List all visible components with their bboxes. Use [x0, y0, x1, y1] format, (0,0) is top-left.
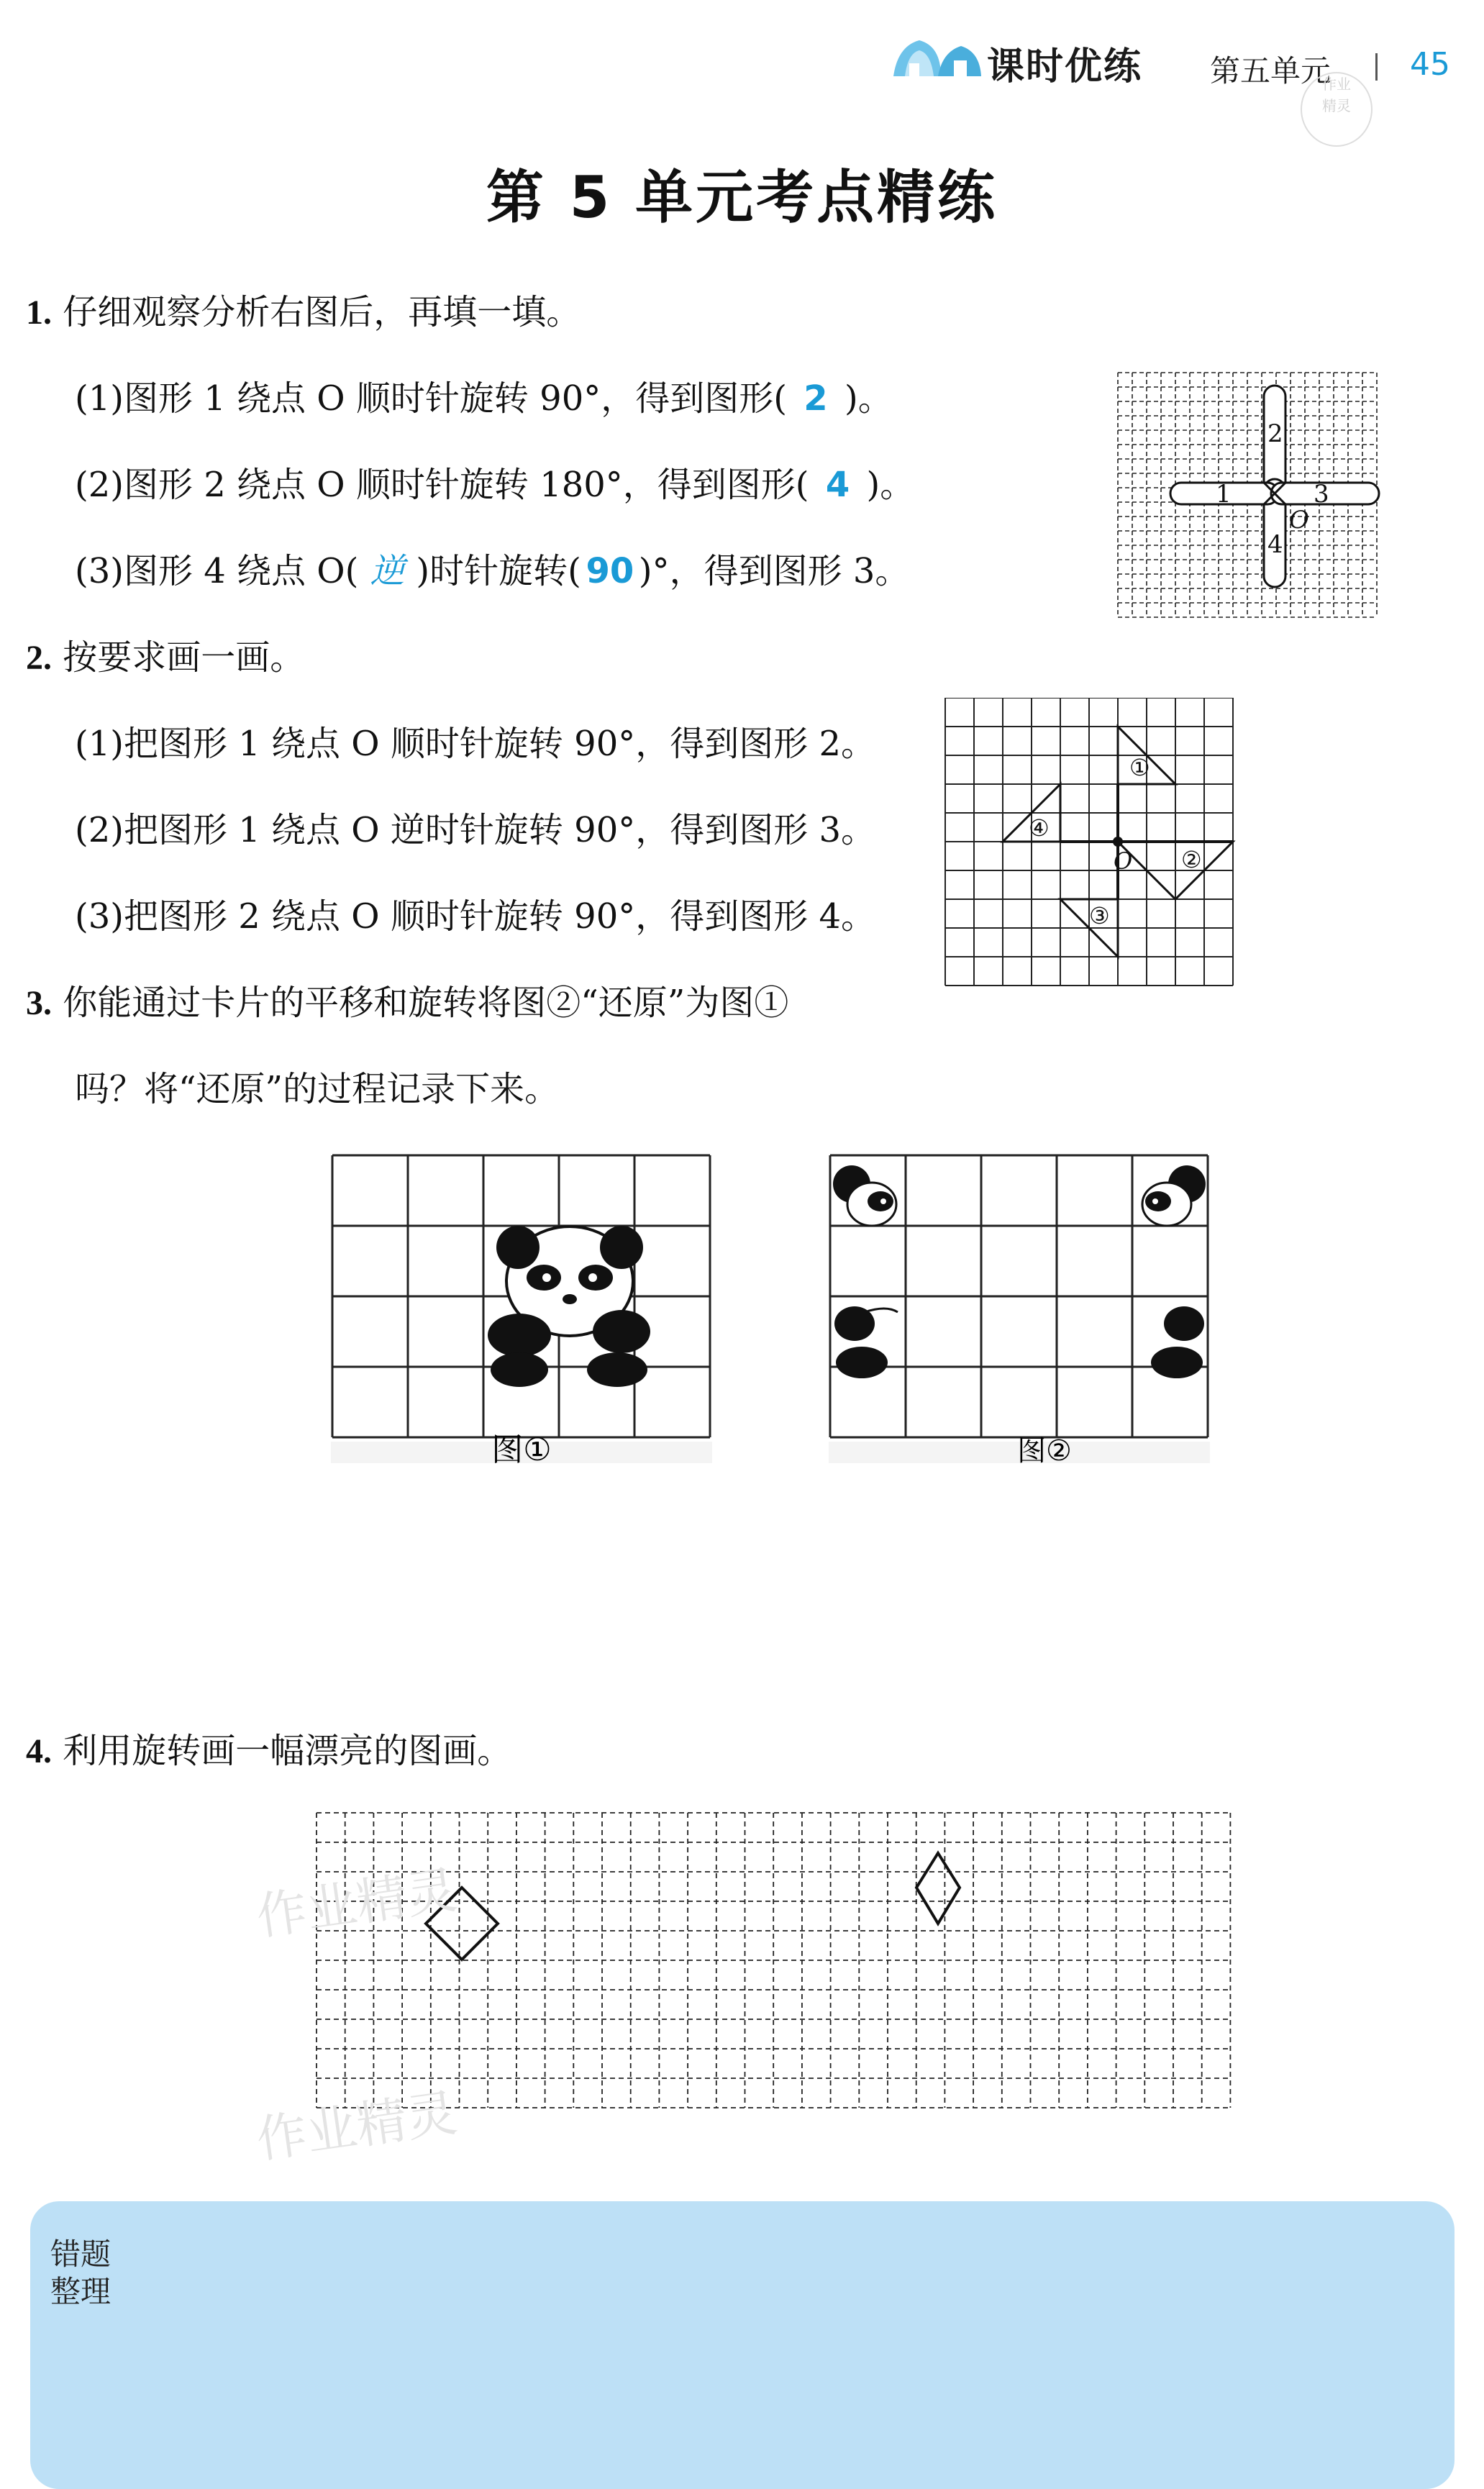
- q2-stem: [26, 629, 304, 679]
- q4-drawing-grid[interactable]: [315, 1811, 1236, 2113]
- watermark-stamp: [1301, 72, 1373, 147]
- q1-part3-answer-angle[interactable]: 90: [586, 551, 634, 591]
- q1-part3-end: )°，得到图形 3。: [638, 551, 910, 591]
- q2-stem-text: 按要求画一画。: [63, 637, 305, 678]
- q2-part2: (2)把图形 1 绕点 O 逆时针旋转 90°，得到图形 3。: [75, 810, 876, 850]
- q1-part3: [75, 543, 909, 593]
- q1-part1-answer[interactable]: 2: [804, 378, 828, 419]
- stamp-bottom-text: 精灵: [1322, 97, 1351, 114]
- panda-card-top-left: [833, 1165, 896, 1226]
- q1-point-o: O: [1289, 506, 1309, 534]
- panda-figure-2: [829, 1154, 1210, 1463]
- q1-part2-answer[interactable]: 4: [825, 465, 850, 505]
- q3-number: 3.: [26, 984, 52, 1022]
- q3-stem-text-1: 你能通过卡片的平移和旋转将图②“还原”为图①: [63, 983, 789, 1023]
- q2-rotation-figure: [944, 698, 1239, 993]
- house-logo-icon: [891, 32, 984, 82]
- q1-label-4: 4: [1267, 530, 1283, 559]
- q4-stem-text: 利用旋转画一幅漂亮的图画。: [63, 1731, 512, 1771]
- panda-card-bottom-right: [1151, 1306, 1204, 1378]
- q1-number: 1.: [26, 294, 52, 332]
- q1-part1-end: )。: [844, 378, 893, 419]
- watermark-text-1: 作业精灵: [252, 1860, 461, 1947]
- q4-rhombus-shape: [916, 1853, 960, 1924]
- q2-part3: (3)把图形 2 绕点 O 顺时针旋转 90°，得到图形 4。: [75, 896, 876, 937]
- error-review-label: [50, 2236, 111, 2311]
- q2-number: 2.: [26, 639, 52, 677]
- page-title: 第 5 单元考点精练: [486, 164, 998, 231]
- brand-name: 课时优练: [987, 45, 1143, 88]
- q1-part2: [75, 457, 914, 506]
- q1-part1-text: (1)图形 1 绕点 O 顺时针旋转 90°，得到图形(: [75, 378, 787, 419]
- q2-label-1: ①: [1129, 754, 1150, 781]
- q3-stem-line2: 吗？将“还原”的过程记录下来。: [75, 1069, 560, 1109]
- header-divider: [1375, 53, 1378, 81]
- q4-dashed-grid: [317, 1813, 1230, 2108]
- q2-part1: (1)把图形 1 绕点 O 顺时针旋转 90°，得到图形 2。: [75, 724, 876, 764]
- q1-stem-text: 仔细观察分析右图后，再填一填。: [63, 292, 581, 332]
- q2-label-4: ④: [1029, 814, 1050, 842]
- q4-number: 4.: [26, 1732, 52, 1770]
- header: [0, 0, 1484, 114]
- q1-rotation-figure: [1116, 371, 1383, 627]
- q1-part3-text: (3)图形 4 绕点 O(: [75, 551, 359, 591]
- error-label-line2: 整理: [50, 2274, 111, 2309]
- q1-label-2: 2: [1267, 419, 1283, 448]
- q1-label-3: 3: [1314, 480, 1329, 509]
- q1-stem: [26, 284, 581, 334]
- q1-part2-end: )。: [866, 465, 915, 505]
- q1-part3-mid: )时针旋转(: [416, 551, 581, 591]
- q2-center-point: [1113, 837, 1123, 847]
- figure-1-caption: 图①: [491, 1432, 552, 1463]
- q1-part1: [75, 370, 893, 420]
- panda-figure-1: [331, 1154, 712, 1463]
- panda-icon: [488, 1226, 650, 1387]
- panda-card-top-right: [1142, 1165, 1206, 1226]
- q2-label-2: ②: [1181, 846, 1202, 873]
- q2-label-3: ③: [1089, 902, 1110, 929]
- q2-point-o: O: [1114, 847, 1133, 875]
- unit-label: 第五单元: [1210, 53, 1331, 88]
- error-review-box[interactable]: [30, 2201, 1455, 2489]
- watermark-text-2: 作业精灵: [252, 2083, 461, 2170]
- figure-2-caption: 图②: [1017, 1434, 1072, 1463]
- q4-stem: [26, 1723, 511, 1773]
- page-number: 45: [1410, 46, 1450, 83]
- q1-part3-answer-direction[interactable]: 逆: [370, 551, 405, 591]
- q1-part2-text: (2)图形 2 绕点 O 顺时针旋转 180°，得到图形(: [75, 465, 809, 505]
- q1-label-1: 1: [1216, 480, 1232, 509]
- error-label-line1: 错题: [50, 2237, 111, 2272]
- stamp-top-text: 作业: [1322, 76, 1351, 93]
- q3-stem-line1: [26, 975, 788, 1024]
